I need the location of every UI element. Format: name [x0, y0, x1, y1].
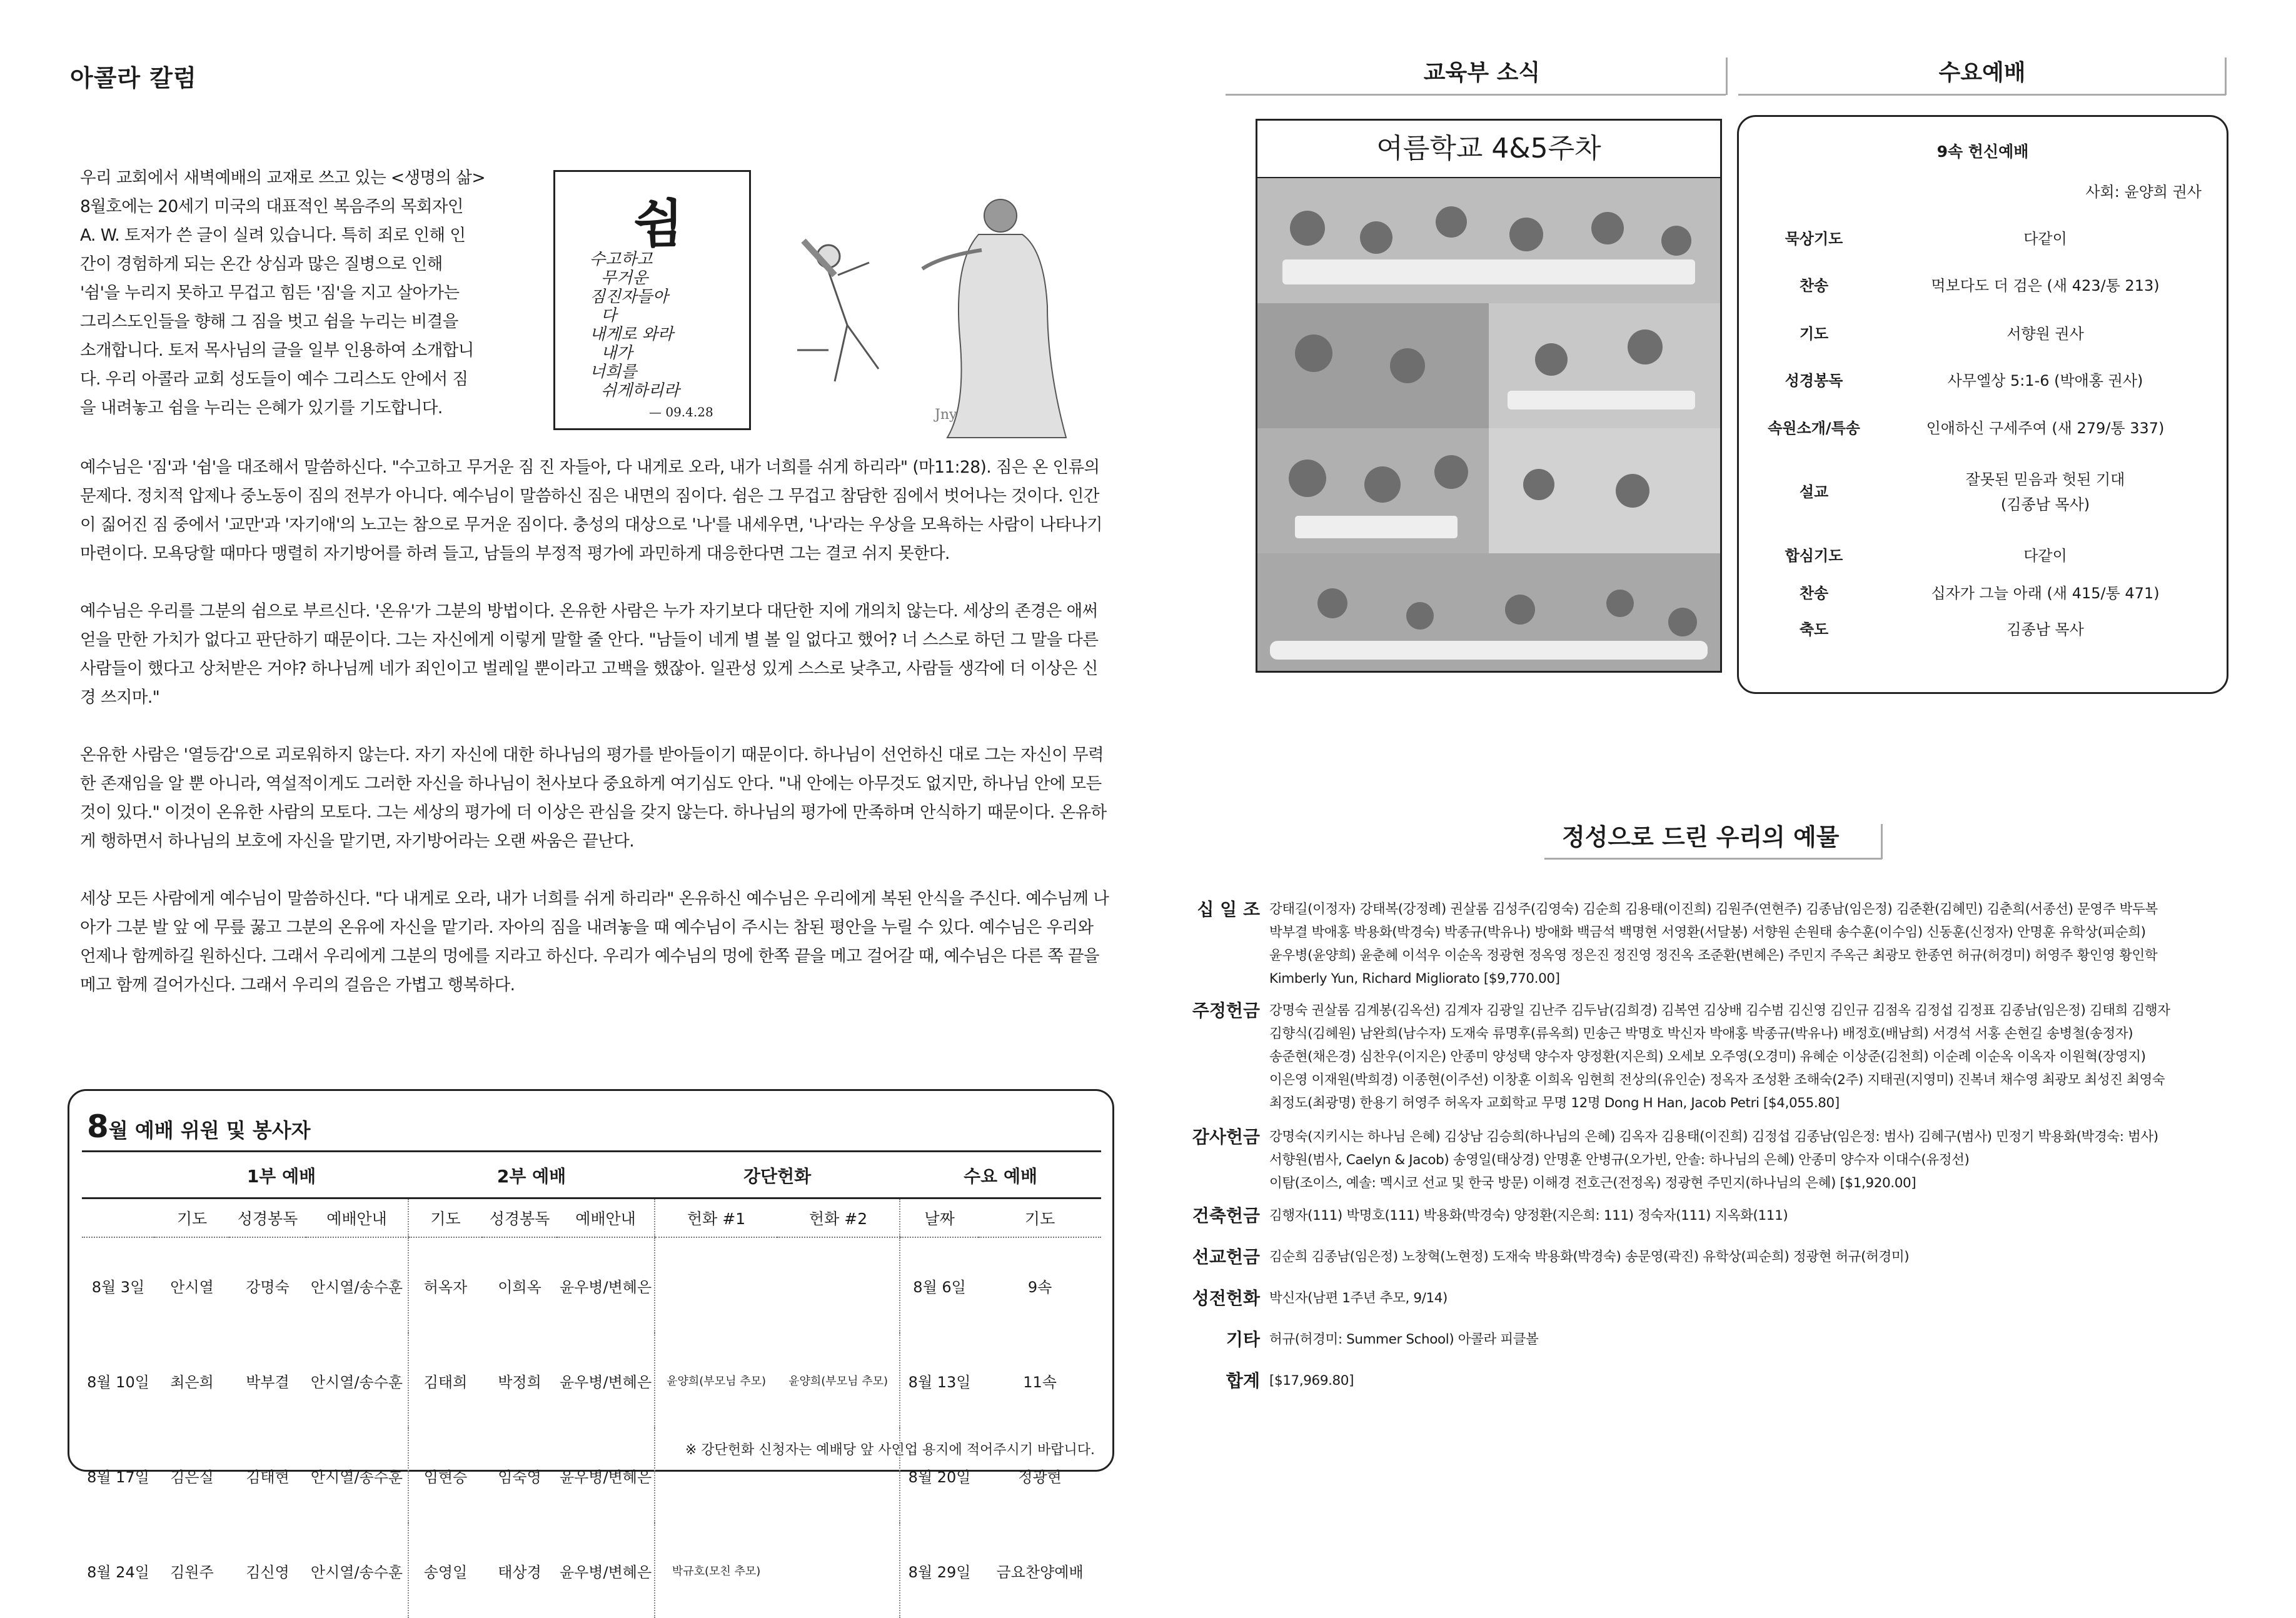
- column-header: 성경봉독: [482, 1198, 557, 1238]
- column-intro: [80, 164, 530, 423]
- column-paragraph: 세상 모든 사람에게 예수님이 말씀하신다. "다 내게로 오라, 내가 너희를 쉬게 하리라" 온유하신 예수님은 우리에게 복된 안식을 주신다. 예수님께 나아가 그분 발 앞 에 무릎 꿇고 그분의 온유에 자신을 맡기라. 자아의 짐을 내려놓을 때 예수님이 주시는 참된 평안을 누릴 수 있다. 예수님은 우리와 언제나 함께하길 원하신다. 그래서 우리에게 그분의 멍에를 지라고 하신다. 우리가 예수님의 멍에 한쪽 끝을 메고 걸어갈 때, 예수님은 다른 쪽 끝을 메고 함께 걸어가신다. 그래서 우리의 걸음은 가볍고 행복하다.: [80, 889, 1109, 995]
- offering-line: 송준현(채은경) 심찬우(이지은) 안종미 양성택 양수자 양정환(지은희) 오세보 오주영(오경미) 유혜순 이상준(김천희) 이순례 이순옥 이옥자 이원혁(장영지): [1269, 1049, 2146, 1065]
- column-header: 기도: [154, 1198, 229, 1238]
- offering-category: 건축헌금: [1192, 1205, 1260, 1226]
- column-paragraph: 예수님은 '짐'과 '쉼'을 대조해서 말씀하신다. "수고하고 무거운 짐 진 자들아, 다 내게로 오라, 내가 너희를 쉬게 하리라" (마11:28). 짐은 온 인류의 문제다. 정치적 압제나 중노동이 짐의 전부가 아니다. 예수님이 말씀하신 짐은 내면의 짐이다. 쉼은 그 무겁고 참담한 짐에서 벗어나는 것이다. 인간이 짊어진 짐 중에서 '교만'과 '자기애'의 노고는 참으로 무거운 짐이다. 충성의 대상으로 '나'를 내세우면, '나'라는 우상을 모욕하는 사람이 나타나기 마련이다. 모욕당할 때마다 맹렬히 자기방어를 하려 들고, 남들의 부정적 평가에 과민하게 대응한다면 그는 결코 쉬지 못한다.: [80, 458, 1102, 563]
- worship-item-value: 다같이: [2023, 547, 2067, 565]
- column-title: 아콜라 칼럼: [70, 64, 197, 92]
- intro-line: '쉼'을 누리지 못하고 무겁고 힘든 '짐'을 지고 살아가는: [80, 283, 460, 303]
- table-cell: 박정희: [498, 1373, 541, 1391]
- sunday-date: 8월 24일: [87, 1563, 149, 1581]
- artwork-verse-line: 너희를: [590, 363, 637, 381]
- artwork-verse-line: 쉬게하리라: [601, 381, 680, 400]
- worship-item-label: 축도: [1799, 621, 1829, 638]
- offering-line: Kimberly Yun, Richard Migliorato [$9,770.00]: [1269, 971, 1560, 987]
- altar-flower-note: ※ 강단헌화 신청자는 예배당 앞 사인업 용지에 적어주시기 바랍니다.: [685, 1442, 1095, 1458]
- column-header: 성경봉독: [229, 1198, 306, 1238]
- table-cell: 강명숙: [246, 1278, 290, 1296]
- table-cell: 허옥자: [408, 1237, 482, 1333]
- offering-title: 정성으로 드린 우리의 예물: [1562, 823, 1840, 851]
- table-row: [82, 1523, 1101, 1618]
- column-body: [80, 453, 1112, 1028]
- worship-item-value: 인애하신 구세주여 (새 279/통 337): [1926, 420, 2165, 437]
- offering-line: 윤우병(윤양희) 윤춘혜 이석우 이순옥 정광현 정옥영 정은진 정진영 정진옥 조준환(변혜은) 주민지 주옥근 최광모 한종연 허규(허경미) 허영주 황인영 황인학: [1269, 948, 2158, 963]
- jesus-welcome-illustration: [753, 181, 1104, 444]
- offering-line: 김순희 김종남(임은정) 노창혁(노현정) 도재숙 박용화(박경숙) 송문영(곽진) 유학상(피순희) 정광현 허규(허경미): [1269, 1249, 1910, 1265]
- sunday-date: 8월 10일: [87, 1373, 149, 1391]
- group-wednesday-service: 수요 예배: [900, 1153, 1101, 1198]
- worship-heading: 9속 헌신예배: [1936, 143, 2029, 161]
- table-cell: 박부결: [246, 1373, 290, 1391]
- offering-line: [$17,969.80]: [1269, 1373, 1354, 1389]
- artwork-verse-line: 내게로 와라: [590, 325, 673, 344]
- column-paragraph: 온유한 사람은 '열등감'으로 괴로워하지 않는다. 자기 자신에 대한 하나님의 평가를 받아들이기 때문이다. 하나님이 선언하신 대로 그는 자신이 무력한 존재임을 알 뿐 아니라, 역설적이게도 그러한 자신을 하나님이 천사보다 중요하게 여기심도 안다. "내 안에는 아무것도 없지만, 하나님 안에 모든 것이 있다." 이것이 온유한 사람의 모토다. 그는 세상의 평가에 더 이상은 관심을 갖지 않는다. 하나님의 평가에 만족하며 안식하기 때문이다. 온유하게 행하면서 하나님의 보호에 자신을 맡기면, 자기방어라는 오랜 싸움은 끝난다.: [80, 745, 1107, 851]
- table-cell: 안시열/송수훈: [310, 1373, 403, 1391]
- offering-category: 기타: [1226, 1329, 1260, 1350]
- offering-line: 최정도(최광명) 한용기 허영주 허옥자 교회학교 무명 12명 Dong H Han, Jacob Petri [$4,055.80]: [1269, 1095, 1840, 1111]
- table-cell: 윤우병/변혜은: [559, 1468, 652, 1486]
- table-cell: 안시열/송수훈: [310, 1468, 403, 1486]
- table-cell: 최은희: [170, 1373, 214, 1391]
- worship-item-subvalue: (김종남 목사): [2000, 496, 2090, 513]
- artwork-verse: [590, 250, 680, 400]
- table-cell: [777, 1237, 900, 1333]
- summer-school-photos: [1257, 178, 1720, 672]
- schedule-title: 8월 예배 위원 및 봉사자: [87, 1108, 311, 1145]
- education-news-title: 교육부 소식: [1423, 60, 1541, 86]
- offering-donors: [1269, 898, 2221, 990]
- table-cell: 김신영: [246, 1563, 290, 1581]
- intro-line: A. W. 토저가 쓴 글이 실려 있습니다. 특히 죄로 인해 인: [80, 226, 466, 245]
- intro-line: 다. 우리 아콜라 교회 성도들이 예수 그리스도 안에서 짐: [80, 369, 468, 389]
- service-volunteers-box: [68, 1089, 1114, 1581]
- svg-text:Jny: Jny: [935, 407, 957, 423]
- calligraphy-artwork: [553, 170, 751, 430]
- worship-item-label: 묵상기도: [1785, 230, 1843, 248]
- offering-category: 감사헌금: [1192, 1127, 1260, 1147]
- group-altar-flowers: 강단헌화: [655, 1153, 900, 1198]
- column-header: 기도: [408, 1198, 482, 1238]
- offering-category: 주정헌금: [1192, 1000, 1260, 1021]
- offering-line: 박부결 박애홍 박용화(박경숙) 박종규(박유나) 방애화 백금석 백명현 서영환(서달봉) 서향원 손원태 송수훈(이수임) 신동훈(신정자) 안명훈 유학상(피순희): [1269, 925, 2146, 940]
- table-row: [82, 1237, 1101, 1333]
- offering-category: 선교헌금: [1192, 1247, 1260, 1267]
- table-cell: 박규호(모친 추모): [655, 1523, 777, 1618]
- offering-line: 강태길(이정자) 강태복(강정례) 권살롬 김성주(김영숙) 김순희 김용태(이진희) 김원주(연현주) 김종남(임은정) 김준환(김혜민) 김춘희(서종선) 문영주 박두복: [1269, 902, 2158, 917]
- table-cell: 김원주: [170, 1563, 214, 1581]
- offering-category: 합계: [1226, 1370, 1260, 1391]
- worship-item-value: 먹보다도 더 검은 (새 423/통 213): [1931, 277, 2160, 294]
- worship-item-label: 합심기도: [1785, 547, 1843, 565]
- worship-item-value: 잘못된 믿음과 헛된 기대: [1965, 471, 2125, 488]
- worship-item-value: 십자가 그늘 아래 (새 415/통 471): [1931, 585, 2160, 602]
- table-cell: 김태현: [246, 1468, 290, 1486]
- table-cell: 윤양희(부모님 추모): [788, 1375, 888, 1388]
- table-cell: 윤우병/변혜은: [559, 1278, 652, 1296]
- worship-item-value: 서향원 권사: [2006, 325, 2084, 343]
- intro-line: 간이 경험하게 되는 온간 상심과 많은 질병으로 인해: [80, 254, 443, 274]
- offering-line: 이탐(조이스, 예솔: 멕시코 선교 및 한국 방문) 이해경 전호근(전정옥) 정광현 주민지(하나님의 은혜) [$1,920.00]: [1269, 1175, 1916, 1191]
- artwork-verse-line: 짐진자들아: [590, 288, 668, 306]
- table-cell: 안시열/송수훈: [310, 1563, 403, 1581]
- table-cell: 윤양희(부모님 추모): [655, 1333, 777, 1428]
- table-cell: 태상경: [498, 1563, 541, 1581]
- table-cell: 8월 20일: [900, 1428, 979, 1523]
- offering-donors: [1269, 1125, 2221, 1195]
- offering-line: 강명숙(지키시는 하나님 은혜) 김상남 김승희(하나님의 은혜) 김옥자 김용태(이진희) 김정섭 김종남(임은정: 범사) 김혜구(범사) 민정기 박용화(박경숙: 범사): [1269, 1129, 2158, 1145]
- artwork-verse-line: 수고하고: [590, 250, 653, 269]
- intro-line: 그리스도인들을 향해 그 짐을 벗고 쉼을 누리는 비결을: [80, 312, 458, 331]
- table-cell: [777, 1523, 900, 1618]
- intro-line: 소개합니다. 토저 목사님의 글을 일부 인용하여 소개합니: [80, 341, 474, 360]
- table-cell: 윤우병/변혜은: [559, 1373, 652, 1391]
- offering-line: 박신자(남편 1주년 추모, 9/14): [1269, 1290, 1448, 1306]
- offering-line: 김행자(111) 박명호(111) 박용화(박경숙) 양정환(지은희: 111) 정숙자(111) 지옥화(111): [1269, 1208, 1788, 1224]
- group-1st-service: 1부 예배: [154, 1153, 408, 1198]
- table-cell: 김태희: [408, 1333, 482, 1428]
- artwork-signature: — 09.4.28: [649, 404, 713, 420]
- worship-item-label: 설교: [1799, 483, 1829, 501]
- photo-collage-title: 여름학교 4&5주차: [1257, 121, 1720, 178]
- table-cell: 김은실: [170, 1468, 214, 1486]
- worship-item-label: 성경봉독: [1785, 372, 1843, 389]
- table-cell: 송영일: [408, 1523, 482, 1618]
- table-cell: 임숙영: [498, 1468, 541, 1486]
- table-cell: 8월 13일: [900, 1333, 979, 1428]
- summer-school-photo-collage: [1256, 119, 1722, 673]
- offering-donors: [1269, 1328, 2221, 1351]
- column-header: 헌화 #2: [777, 1198, 900, 1238]
- offering-donors: [1269, 1204, 2221, 1227]
- artwork-verse-line: 다: [601, 306, 617, 325]
- offering-category: 성전헌화: [1192, 1288, 1260, 1309]
- artwork-verse-line: 무거운: [601, 269, 648, 288]
- sunday-date: 8월 3일: [91, 1278, 145, 1296]
- worship-item-value: 사무엘상 5:1-6 (박애홍 권사): [1947, 372, 2143, 389]
- wednesday-worship-order: [1737, 115, 2228, 694]
- offering-line: 김향식(김혜원) 남완희(남수자) 도재숙 류명후(류옥희) 민송근 박명호 박신자 박애홍 박종규(박유나) 배정호(배남희) 서경석 서홍 손현길 송병철(송정자): [1269, 1026, 2133, 1042]
- table-cell: 8월 29일: [900, 1523, 979, 1618]
- column-paragraph: 예수님은 우리를 그분의 쉼으로 부르신다. '온유'가 그분의 방법이다. 온유한 사람은 누가 자기보다 대단한 지에 개의치 않는다. 세상의 존경은 애써 얻을 만한 가치가 없다고 판단하기 때문이다. 그는 자신에게 이렇게 말할 줄 안다. "남들이 네게 별 볼 일 없다고 했어? 너 스스로 하던 그 말을 다른 사람들이 했다고 상처받은 거야? 하나님께 네가 죄인이고 벌레일 뿐이라고 고백을 했잖아. 일관성 있게 스스로 낮추고, 사람들 생각에 더 이상은 신경 쓰지마.": [80, 601, 1099, 707]
- worship-item-value: 김종남 목사: [2006, 621, 2084, 638]
- table-cell: 이희옥: [498, 1278, 541, 1296]
- column-header: 기도: [979, 1198, 1101, 1238]
- table-cell: [655, 1237, 777, 1333]
- table-cell: 정광현: [1018, 1468, 1062, 1486]
- sunday-date: 8월 17일: [87, 1468, 149, 1486]
- offering-donors: [1269, 1369, 2221, 1392]
- group-2nd-service: 2부 예배: [408, 1153, 655, 1198]
- intro-line: 8월호에는 20세기 미국의 대표적인 복음주의 목회자인: [80, 197, 463, 216]
- artwork-title-char: 쉼: [633, 194, 683, 254]
- worship-item-label: 기도: [1799, 325, 1829, 343]
- table-cell: 윤우병/변혜은: [559, 1563, 652, 1581]
- intro-line: 우리 교회에서 새벽예배의 교재로 쓰고 있는 <생명의 삶>: [80, 168, 485, 188]
- table-cell: 8월 6일: [900, 1237, 979, 1333]
- offering-line: 허규(허경미: Summer School) 아콜라 피클볼: [1269, 1332, 1539, 1347]
- offering-category: 십 일 조: [1197, 899, 1260, 920]
- volunteer-table: [82, 1153, 1101, 1618]
- table-cell: 임현승: [408, 1428, 482, 1523]
- table-cell: 9속: [1027, 1278, 1052, 1296]
- offering-line: 서향원(범사, Caelyn & Jacob) 송영일(태상경) 안명훈 안병규(오가빈, 안솔: 하나님의 은혜) 안종미 양수자 이대수(유정선): [1269, 1152, 1970, 1168]
- offering-donors: [1269, 1245, 2221, 1269]
- offering-line: 이은영 이재원(박희경) 이종현(이주선) 이창훈 이희옥 임현희 전상의(유인순) 정옥자 조성환 조해숙(2주) 지태권(지영미) 진복녀 채수영 최광모 최성진 최영숙: [1269, 1072, 2165, 1088]
- wednesday-service-title: 수요예배: [1938, 60, 2026, 86]
- column-header: 날짜: [900, 1198, 979, 1238]
- table-cell: 11속: [1023, 1373, 1057, 1391]
- worship-host: 사회: 윤양희 권사: [2085, 183, 2202, 201]
- column-header: 예배안내: [306, 1198, 408, 1238]
- table-row: [82, 1333, 1101, 1428]
- artwork-verse-line: 내가: [601, 344, 633, 363]
- offering-donors: [1269, 999, 2221, 1115]
- table-cell: 금요찬양예배: [996, 1563, 1084, 1581]
- table-cell: 안시열: [170, 1278, 214, 1296]
- offering-donors: [1269, 1287, 2221, 1310]
- offering-line: 강명숙 권살롬 김계봉(김옥선) 김계자 김광일 김난주 김두남(김희경) 김복연 김상배 김수범 김신영 김인규 김점옥 김정섭 김정표 김종남(임은정) 김태희 김행자: [1269, 1003, 2170, 1018]
- worship-item-label: 찬송: [1799, 277, 1829, 294]
- intro-line: 을 내려놓고 쉼을 누리는 은혜가 있기를 기도합니다.: [80, 398, 443, 418]
- table-cell: 안시열/송수훈: [310, 1278, 403, 1296]
- column-header: 예배안내: [557, 1198, 655, 1238]
- column-header: 헌화 #1: [655, 1198, 777, 1238]
- worship-item-value: 다같이: [2023, 230, 2067, 248]
- worship-item-label: 속원소개/특송: [1768, 420, 1860, 437]
- worship-item-label: 찬송: [1799, 585, 1829, 602]
